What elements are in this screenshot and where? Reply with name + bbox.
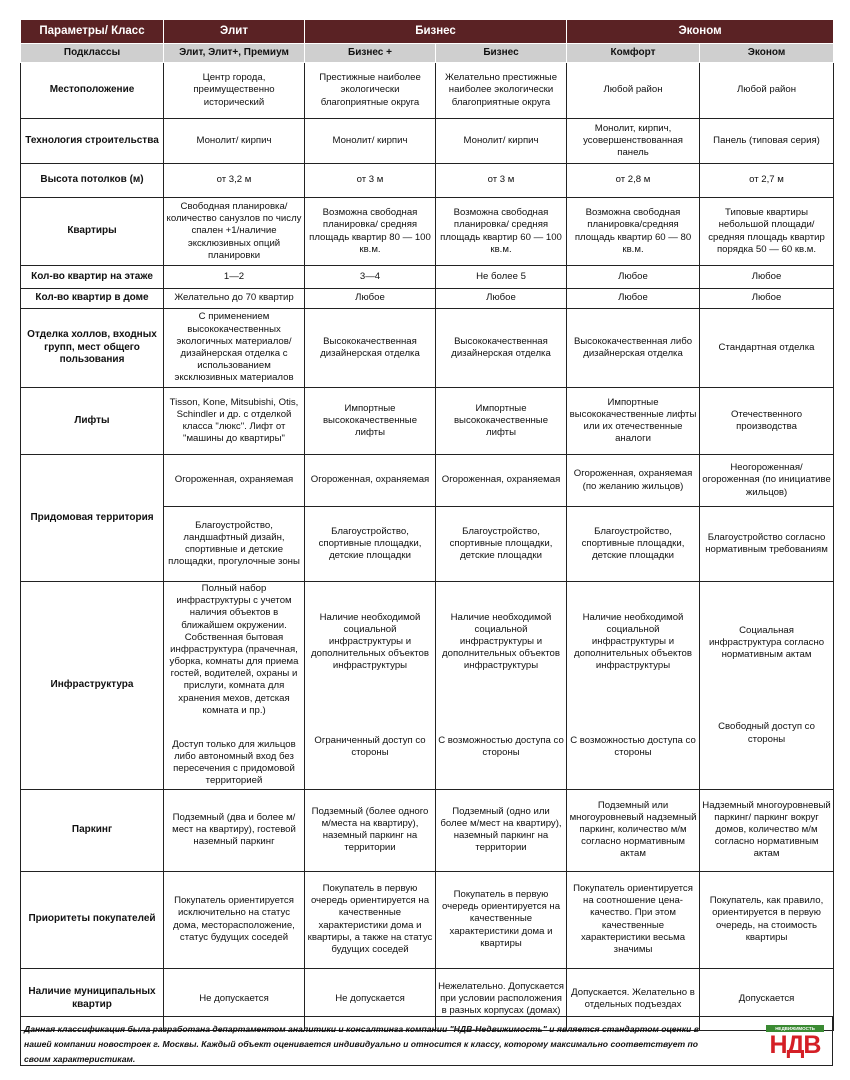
param-infrastructure: Инфраструктура <box>21 582 164 790</box>
subheader-business-plus: Бизнес + <box>305 44 436 63</box>
cell: Любой район <box>567 63 700 119</box>
footer-text: Данная классификация была разработана департаментом аналитики и консалтинга компании "НДВ-Недвижимость" и является стандартом оценки в нашей компании новостроек г. Москвы. Каждый объект оценивается индивидуально и относится к классу, которому максимально соответствует по своим характеристикам. <box>24 1024 699 1065</box>
cell: Не более 5 <box>436 266 567 289</box>
cell-part: С возможностью доступа со стороны <box>570 734 696 758</box>
cell: Импортные высококачественные лифты или их отечественные аналоги <box>567 388 700 455</box>
cell: Возможна свободная планировка/средняя площадь квартир 60 — 80 кв.м. <box>567 198 700 266</box>
cell: Монолит, кирпич, усовершенствованная панель <box>567 119 700 164</box>
param-apartments: Квартиры <box>21 198 164 266</box>
cell: Высококачественная дизайнерская отделка <box>436 309 567 388</box>
cell: 1—2 <box>164 266 305 289</box>
cell: Высококачественная либо дизайнерская отделка <box>567 309 700 388</box>
cell: Подземный (два и более м/мест на квартиру), гостевой наземный паркинг <box>164 789 305 871</box>
row-finishing <box>21 309 834 388</box>
param-elevators: Лифты <box>21 388 164 455</box>
row-territory-a <box>21 455 834 507</box>
subheader-comfort: Комфорт <box>567 44 700 63</box>
cell: Огороженная, охраняемая <box>164 455 305 507</box>
row-ceiling <box>21 164 834 198</box>
cell: Благоустройство, ландшафтный дизайн, спортивные и детские площадки, прогулочные зоны <box>164 507 305 582</box>
cell: Подземный или многоуровневый надземный паркинг, количество м/м согласно нормативным актам <box>567 789 700 871</box>
cell: Любое <box>567 289 700 309</box>
cell: Импортные высококачественные лифты <box>436 388 567 455</box>
cell: Высококачественная дизайнерская отделка <box>305 309 436 388</box>
cell: Центр города, преимущественно исторический <box>164 63 305 119</box>
subheader-row <box>21 44 834 63</box>
cell: Стандартная отделка <box>700 309 834 388</box>
cell: Любое <box>305 289 436 309</box>
param-per-floor: Кол-во квартир на этаже <box>21 266 164 289</box>
cell: Желательно престижные наиболее экологически благоприятные округа <box>436 63 567 119</box>
cell: Огороженная, охраняемая (по желанию жильцов) <box>567 455 700 507</box>
subheader-elite: Элит, Элит+, Премиум <box>164 44 305 63</box>
cell: Не допускается <box>305 968 436 1030</box>
cell: Желательно до 70 квартир <box>164 289 305 309</box>
cell: Престижные наиболее экологически благоприятные округа <box>305 63 436 119</box>
cell: Благоустройство, спортивные площадки, детские площадки <box>305 507 436 582</box>
cell: Типовые квартиры небольшой площади/ средняя площадь квартир порядка 50 — 60 кв.м. <box>700 198 834 266</box>
header-elite: Элит <box>164 20 305 44</box>
cell: Не допускается <box>164 968 305 1030</box>
cell: от 2,7 м <box>700 164 834 198</box>
row-priorities <box>21 871 834 968</box>
param-ceiling: Высота потолков (м) <box>21 164 164 198</box>
cell-part: Наличие необходимой социальной инфраструктуры и дополнительных объектов инфраструктуры <box>574 611 692 672</box>
cell: Нежелательно. Допускается при условии расположения в разных корпусах (домах) <box>436 968 567 1030</box>
cell: Допускается <box>700 968 834 1030</box>
param-per-house: Кол-во квартир в доме <box>21 289 164 309</box>
header-business: Бизнес <box>305 20 567 44</box>
cell: Благоустройство, спортивные площадки, детские площадки <box>436 507 567 582</box>
row-location <box>21 63 834 119</box>
cell <box>164 582 305 790</box>
row-per-house <box>21 289 834 309</box>
param-location: Местоположение <box>21 63 164 119</box>
header-param-class: Параметры/ Класс <box>21 20 164 44</box>
cell: Покупатель ориентируется исключительно на статус дома, месторасположение, статус будущих соседей <box>164 871 305 968</box>
param-priorities: Приоритеты покупателей <box>21 871 164 968</box>
cell: Покупатель в первую очередь ориентируется на качественные характеристики дома и квартиры <box>436 871 567 968</box>
cell: Неогороженная/ огороженная (по инициативе жильцов) <box>700 455 834 507</box>
cell: от 2,8 м <box>567 164 700 198</box>
param-finishing: Отделка холлов, входных групп, мест общего пользования <box>21 309 164 388</box>
cell <box>700 582 834 790</box>
cell-part: Полный набор инфраструктуры с учетом наличия объектов в ближайшем окружении. Собственная бытовая инфраструктура (прачечная, уборка, комнаты для приема гостей, водителей, охраны и прислуги, комната для хранения мехов, детская комната и пр.) <box>169 583 299 716</box>
row-elevators <box>21 388 834 455</box>
cell: Благоустройство, спортивные площадки, детские площадки <box>567 507 700 582</box>
logo-bar: НЕДВИЖИМОСТЬ <box>766 1025 824 1032</box>
ndv-logo <box>766 1025 824 1059</box>
cell: Панель (типовая серия) <box>700 119 834 164</box>
cell-part: С возможностью доступа со стороны <box>438 734 564 758</box>
cell: от 3,2 м <box>164 164 305 198</box>
cell-part: Наличие необходимой социальной инфраструктуры и дополнительных объектов инфраструктуры <box>311 611 429 672</box>
cell-part: Ограниченный доступ со стороны <box>314 734 426 758</box>
cell: Монолит/ кирпич <box>436 119 567 164</box>
row-technology <box>21 119 834 164</box>
cell: С применением высококачественных экологичных материалов/ дизайнерская отделка с использованием эксклюзивных материалов <box>164 309 305 388</box>
row-infrastructure <box>21 582 834 790</box>
row-parking <box>21 789 834 871</box>
subheader-economy: Эконом <box>700 44 834 63</box>
cell: 3—4 <box>305 266 436 289</box>
classification-table <box>20 19 834 1031</box>
classification-table-wrapper <box>20 19 833 1031</box>
cell: от 3 м <box>305 164 436 198</box>
cell: Любое <box>700 289 834 309</box>
cell: Возможна свободная планировка/ средняя площадь квартир 60 — 100 кв.м. <box>436 198 567 266</box>
cell: Любой район <box>700 63 834 119</box>
cell <box>305 582 436 790</box>
cell: Благоустройство согласно нормативным требованиям <box>700 507 834 582</box>
param-parking: Паркинг <box>21 789 164 871</box>
cell: Огороженная, охраняемая <box>436 455 567 507</box>
cell: Надземный многоуровневый паркинг/ паркинг вокруг домов, количество м/м согласно нормативным актам <box>700 789 834 871</box>
logo-text: НДВ <box>769 1031 821 1059</box>
header-row <box>21 20 834 44</box>
cell-part: Свободный доступ со стороны <box>718 721 815 745</box>
cell <box>436 582 567 790</box>
cell: Импортные высококачественные лифты <box>305 388 436 455</box>
cell: Покупатель, как правило, ориентируется в первую очередь, на стоимость квартиры <box>700 871 834 968</box>
cell: Покупатель ориентируется на соотношение цена-качество. При этом качественные характеристики весьма значимы <box>567 871 700 968</box>
cell: Свободная планировка/количество санузлов по числу спален +1/наличие эксклюзивных опций планировки <box>164 198 305 266</box>
cell: Допускается. Желательно в отдельных подъездах <box>567 968 700 1030</box>
header-economy: Эконом <box>567 20 834 44</box>
subheader-business: Бизнес <box>436 44 567 63</box>
cell: Любое <box>567 266 700 289</box>
cell: Монолит/ кирпич <box>164 119 305 164</box>
cell-part: Наличие необходимой социальной инфраструктуры и дополнительных объектов инфраструктуры <box>442 611 560 672</box>
footer-note <box>20 1016 833 1066</box>
cell: от 3 м <box>436 164 567 198</box>
row-apartments <box>21 198 834 266</box>
row-per-floor <box>21 266 834 289</box>
cell: Tisson, Kone, Mitsubishi, Otis, Schindler и др. с отделкой класса "люкс". Лифт от "машины до квартиры" <box>164 388 305 455</box>
param-technology: Технология строительства <box>21 119 164 164</box>
cell: Любое <box>436 289 567 309</box>
cell: Отечественного производства <box>700 388 834 455</box>
param-territory: Придомовая территория <box>21 455 164 582</box>
cell: Монолит/ кирпич <box>305 119 436 164</box>
cell-part: Доступ только для жильцов либо автономный вход без пересечения с придомовой территорией <box>172 738 296 787</box>
cell: Подземный (более одного м/места на квартиру), наземный паркинг на территории <box>305 789 436 871</box>
subheader-label: Подклассы <box>21 44 164 63</box>
cell-part: Социальная инфраструктура согласно нормативным актам <box>708 624 825 661</box>
cell: Покупатель в первую очередь ориентируется на качественные характеристики дома и квартиры, а также на статус будущих соседей <box>305 871 436 968</box>
cell: Любое <box>700 266 834 289</box>
cell <box>567 582 700 790</box>
cell: Возможна свободная планировка/ средняя площадь квартир 80 — 100 кв.м. <box>305 198 436 266</box>
cell: Огороженная, охраняемая <box>305 455 436 507</box>
cell: Подземный (одно или более м/мест на квартиру), наземный паркинг на территории <box>436 789 567 871</box>
param-municipal: Наличие муниципальных квартир <box>21 968 164 1030</box>
